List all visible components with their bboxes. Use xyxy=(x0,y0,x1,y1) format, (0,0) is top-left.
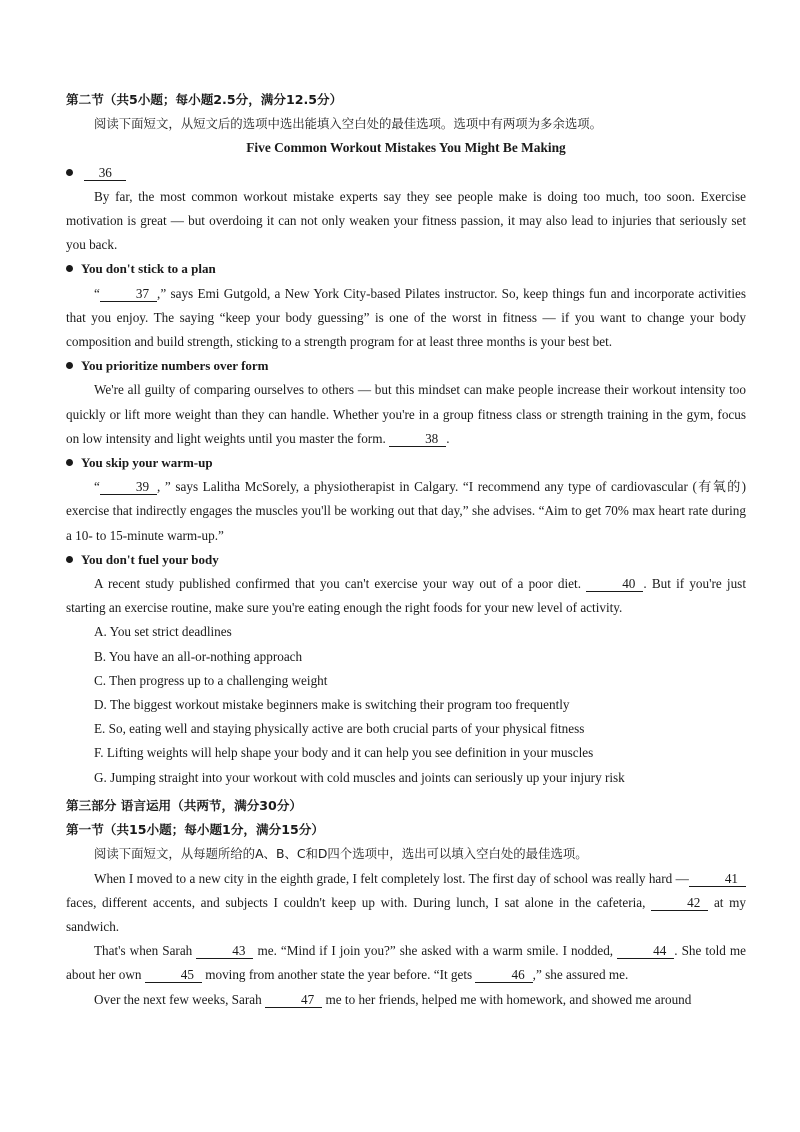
option-d: D. The biggest workout mistake beginners make is switching their program too frequently xyxy=(94,697,570,713)
cloze-paragraph-1 xyxy=(66,867,746,940)
answer-blank-47: 47 xyxy=(265,992,322,1008)
paragraph-end: . xyxy=(446,430,450,446)
option-b: B. You have an all-or-nothing approach xyxy=(94,648,303,664)
subheading-text: You skip your warm-up xyxy=(81,455,213,471)
paragraph-5 xyxy=(66,572,746,620)
option-f: F. Lifting weights will help shape your body and it can help you see definition in your muscles xyxy=(94,745,594,761)
subheading-plan xyxy=(66,257,746,281)
subheading-text: You don't fuel your body xyxy=(81,551,219,567)
paragraph-text: me to her friends, helped me with homework, and showed me around xyxy=(322,991,692,1007)
part3-heading: 第三部分 语言运用（共两节，满分30分） xyxy=(66,797,303,813)
bullet-icon xyxy=(66,556,73,563)
part3-instruction: 阅读下面短文，从每题所给的A、B、C和D四个选项中，选出可以填入空白处的最佳选项。 xyxy=(94,846,588,862)
paragraph-text: Over the next few weeks, Sarah xyxy=(94,991,266,1007)
paragraph-text: ,” she assured me. xyxy=(532,967,629,983)
answer-blank-38: 38 xyxy=(389,431,446,447)
answer-blank-44: 44 xyxy=(617,943,674,959)
answer-blank-42: 42 xyxy=(651,895,708,911)
quote-open: “ xyxy=(94,479,100,495)
paragraph-text: ,” says Emi Gutgold, a New York City-based Pilates instructor. So, keep things fun and incorporate activities that you enjoy. The saying “keep your body guessing” is one of the worst in fitness — if you want to change your body composition and build strength, sticking to a strength program for at least three months is your best bet. xyxy=(66,285,746,350)
first-bullet-line xyxy=(66,161,746,185)
section-heading: 第二节（共5小题；每小题2.5分，满分12.5分） xyxy=(66,92,343,107)
paragraph-text: me. “Mind if I join you?” she asked with a warm smile. I nodded, xyxy=(253,943,618,959)
paragraph-text: , ” says Lalitha McSorely, a physiotherapist in Calgary. “I recommend any type of cardiovascular (有氧的) exercise that indirectly engages the muscles you'll be working out that day,” she advises. “Aim to get 70% max heart rate during a 10- to 15-minute warm-up.” xyxy=(66,479,746,543)
subheading-numbers xyxy=(66,354,746,378)
subheading-text: You don't stick to a plan xyxy=(81,261,216,277)
bullet-icon xyxy=(66,265,73,272)
bullet-icon xyxy=(66,459,73,466)
subheading-fuel xyxy=(66,548,746,572)
answer-blank-36: 36 xyxy=(84,165,126,181)
option-g: G. Jumping straight into your workout with cold muscles and joints can seriously up your injury risk xyxy=(94,769,625,785)
exam-page xyxy=(66,88,746,1012)
subheading-text: You prioritize numbers over form xyxy=(81,358,269,374)
part3-subheading: 第一节（共15小题；每小题1分，满分15分） xyxy=(66,822,324,838)
cloze-paragraph-3 xyxy=(66,988,746,1012)
answer-blank-41: 41 xyxy=(689,871,746,887)
paragraph-4 xyxy=(66,475,746,548)
answer-blank-43: 43 xyxy=(196,943,253,959)
subheading-warmup xyxy=(66,451,746,475)
answer-blank-39: 39 xyxy=(100,479,157,495)
paragraph-1: By far, the most common workout mistake experts say they see people make is doing too much, too soon. Exercise motivation is great — but overdoing it can not only weaken your fitness passion, it may also lead to injuries that seriously set you back. xyxy=(66,188,746,253)
quote-open: “ xyxy=(94,285,100,301)
option-e: E. So, eating well and staying physically active are both crucial parts of your physical fitness xyxy=(94,721,585,737)
section-instruction: 阅读下面短文，从短文后的选项中选出能填入空白处的最佳选项。选项中有两项为多余选项。 xyxy=(94,116,603,132)
paragraph-text: faces, different accents, and subjects I couldn't keep up with. During lunch, I sat alone in the cafeteria, xyxy=(66,894,646,910)
paragraph-text: A recent study published confirmed that you can't exercise your way out of a poor diet. xyxy=(94,576,587,592)
option-c: C. Then progress up to a challenging weight xyxy=(94,672,328,688)
answer-blank-46: 46 xyxy=(475,967,532,983)
answer-blank-40: 40 xyxy=(586,576,643,592)
paragraph-text: We're all guilty of comparing ourselves to others — but this mindset can make people increase their workout intensity too quickly or lift more weight than they can handle. Whether you're in a group fitness class or strength training in the gym, focus on low intensity and light weights until you master the form. xyxy=(66,382,746,446)
cloze-paragraph-2 xyxy=(66,939,746,987)
passage-title: Five Common Workout Mistakes You Might Be Making xyxy=(246,140,566,156)
paragraph-3 xyxy=(66,378,746,451)
paragraph-text: . But if you're just starting an exercise routine, make sure you're eating enough the right foods for your new level of activity. xyxy=(66,576,746,616)
paragraph-text: When I moved to a new city in the eighth grade, I felt completely lost. The first day of school was really hard — xyxy=(94,870,689,886)
bullet-icon xyxy=(66,362,73,369)
bullet-icon xyxy=(66,169,73,176)
paragraph-text: moving from another state the year before. “It gets xyxy=(201,967,476,983)
paragraph-text: That's when Sarah xyxy=(94,943,197,959)
paragraph-2 xyxy=(66,282,746,355)
paragraph-text: at my sandwich. xyxy=(66,894,747,934)
answer-blank-37: 37 xyxy=(100,286,157,302)
paragraph-text: . She told me about her own xyxy=(66,943,746,983)
answer-blank-45: 45 xyxy=(145,967,202,983)
option-a: A. You set strict deadlines xyxy=(94,624,232,640)
